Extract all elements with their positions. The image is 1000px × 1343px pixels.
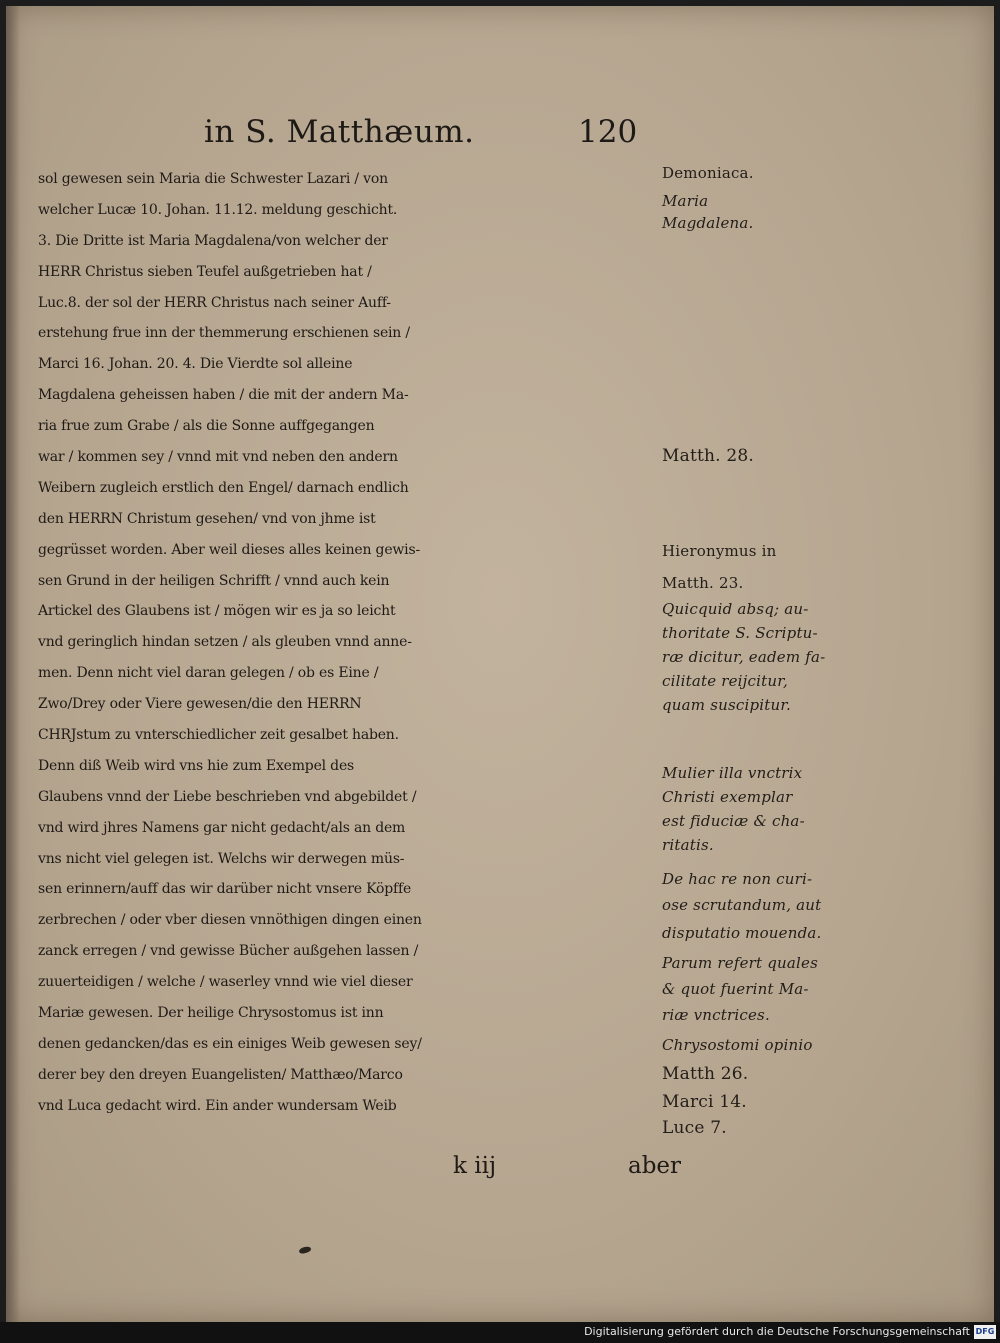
text-line: Mariæ gewesen. Der heilige Chrysostomus ist inn: [38, 1005, 384, 1022]
marginal-note-line: riæ vnctrices.: [662, 1006, 770, 1024]
body-text-column: [38, 164, 678, 1122]
text-line: Artickel des Glaubens ist / mögen wir es ja so leicht: [38, 603, 396, 620]
text-line: zuuerteidigen / welche / waserley vnnd wie viel dieser: [38, 974, 413, 991]
marginal-note-line: Quicquid absq; au-: [662, 600, 809, 618]
text-line: HERR Christus sieben Teufel außgetrieben hat /: [38, 263, 372, 280]
marginal-note-line: Magdalena.: [662, 214, 754, 232]
marginal-note-line: Hieronymus in: [662, 542, 777, 560]
text-line: 3. Die Dritte ist Maria Magdalena/von welcher der: [38, 232, 388, 249]
funding-credit: Digitalisierung gefördert durch die Deutsche Forschungsgemeinschaft: [584, 1325, 970, 1338]
text-line: sen Grund in der heiligen Schrifft / vnnd auch kein: [38, 572, 390, 589]
folio-number: 120: [578, 114, 638, 150]
page-header: [6, 114, 994, 154]
catchword: aber: [628, 1153, 682, 1179]
text-line: vnd geringlich hindan setzen / als gleuben vnnd anne-: [38, 634, 412, 651]
marginal-note-line: Matth. 28.: [662, 446, 754, 466]
marginal-note-line: Christi exemplar: [662, 788, 793, 806]
marginal-note-line: cilitate reijcitur,: [662, 672, 788, 690]
page-gutter-shadow: [6, 6, 20, 1322]
text-line: gegrüsset worden. Aber weil dieses alles keinen gewis-: [38, 541, 420, 558]
text-line: Zwo/Drey oder Viere gewesen/die den HERRN: [38, 696, 362, 713]
marginal-note-line: thoritate S. Scriptu-: [662, 624, 818, 642]
marginal-note-line: ose scrutandum, aut: [662, 896, 822, 914]
book-page: [6, 6, 994, 1322]
running-title: in S. Matthæum.: [204, 114, 475, 150]
signature-mark: k iij: [453, 1153, 497, 1179]
marginal-note-line: Chrysostomi opinio: [662, 1036, 813, 1054]
text-line: sol gewesen sein Maria die Schwester Lazari / von: [38, 171, 388, 187]
marginal-note-line: Demoniaca.: [662, 164, 754, 182]
marginal-note-line: Mulier illa vnctrix: [662, 764, 803, 782]
marginal-note-line: Parum refert quales: [662, 954, 819, 972]
marginal-note-line: & quot fuerint Ma-: [662, 980, 809, 998]
text-line: vnd wird jhres Namens gar nicht gedacht/als an dem: [38, 819, 406, 836]
text-line: derer bey den dreyen Euangelisten/ Matthæo/Marco: [38, 1066, 403, 1083]
text-line: vnd Luca gedacht wird. Ein ander wundersam Weib: [38, 1097, 397, 1114]
text-line: erstehung frue inn der themmerung erschienen sein /: [38, 325, 410, 342]
text-line: men. Denn nicht viel daran gelegen / ob es Eine /: [38, 665, 379, 682]
footer-bar: [0, 1322, 1000, 1343]
text-line: Luc.8. der sol der HERR Christus nach seiner Auff-: [38, 294, 391, 311]
marginal-note-line: De hac re non curi-: [662, 870, 813, 888]
text-line: Marci 16. Johan. 20. 4. Die Vierdte sol alleine: [38, 356, 353, 373]
marginal-note-line: Matth 26.: [662, 1064, 749, 1084]
marginal-note-line: est fiduciæ & cha-: [662, 812, 805, 830]
text-line: denen gedancken/das es ein einiges Weib gewesen sey/: [38, 1035, 422, 1052]
dfg-logo: DFG: [974, 1325, 996, 1339]
text-line: zanck erregen / vnd gewisse Bücher außgehen lassen /: [38, 943, 419, 960]
marginal-note-line: Maria: [662, 192, 709, 210]
text-line: ria frue zum Grabe / als die Sonne auffgegangen: [38, 418, 375, 435]
text-line: sen erinnern/auff das wir darüber nicht vnsere Köpffe: [38, 881, 412, 898]
ink-blot: [298, 1246, 311, 1255]
text-line: Glaubens vnnd der Liebe beschrieben vnd abgebildet /: [38, 788, 417, 805]
marginal-note-line: disputatio mouenda.: [662, 924, 822, 942]
marginal-note-line: Marci 14.: [662, 1092, 747, 1112]
marginal-note-line: quam suscipitur.: [662, 696, 792, 714]
marginal-note-line: Matth. 23.: [662, 574, 744, 592]
text-line: zerbrechen / oder vber diesen vnnöthigen dingen einen: [38, 912, 422, 929]
marginal-note-line: Luce 7.: [662, 1118, 727, 1138]
text-line: Magdalena geheissen haben / die mit der andern Ma-: [38, 387, 409, 404]
text-line: CHRJstum zu vnterschiedlicher zeit gesalbet haben.: [38, 727, 399, 744]
text-line: war / kommen sey / vnnd mit vnd neben den andern: [38, 449, 398, 466]
marginal-note-line: ritatis.: [662, 836, 714, 854]
text-line: Weibern zugleich erstlich den Engel/ darnach endlich: [38, 479, 409, 496]
text-line: den HERRN Christum gesehen/ vnd von jhme ist: [38, 510, 376, 527]
text-line: welcher Lucæ 10. Johan. 11.12. meldung geschicht.: [38, 201, 398, 218]
text-line: vns nicht viel gelegen ist. Welchs wir derwegen müs-: [38, 850, 405, 867]
marginal-note-line: ræ dicitur, eadem fa-: [662, 648, 826, 666]
text-line: Denn diß Weib wird vns hie zum Exempel des: [38, 757, 355, 774]
